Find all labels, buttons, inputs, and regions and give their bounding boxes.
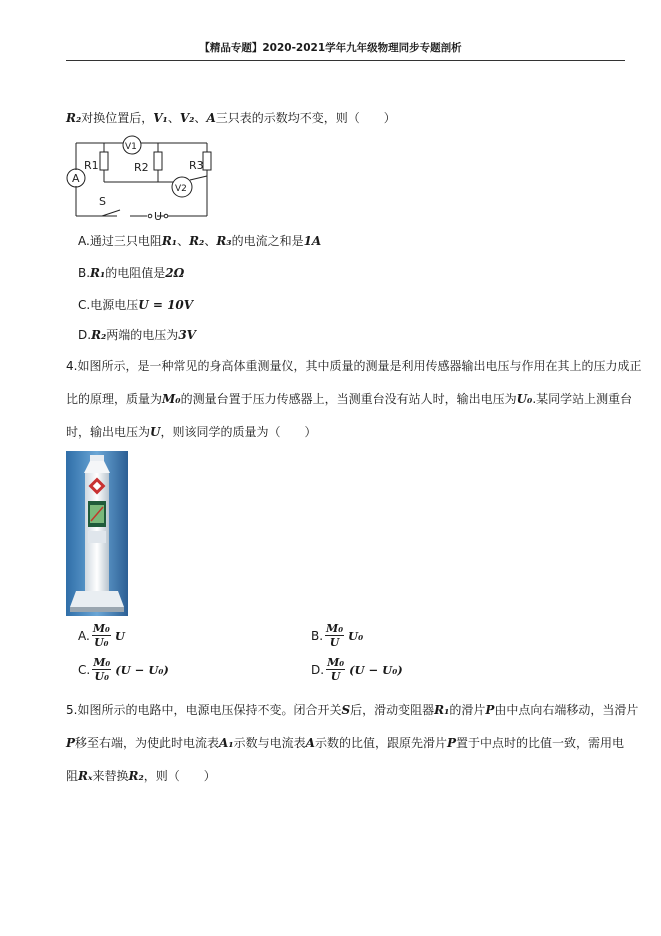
q5-line-3 [66,767,216,784]
q5-line1-r1: R₁ [434,703,450,717]
q5-line1-c: 的滑片 [449,703,486,717]
q5-line2-p2: P [446,736,456,750]
q3-stem-var: R₂ [66,111,82,125]
q4-line3-b: ，则该同学的质量为（ ） [160,425,317,439]
resistor-r2 [154,152,162,170]
label-s: S [99,195,106,208]
q4-line-2 [66,390,632,407]
q5-line-2 [66,734,624,751]
label-r2: R2 [134,161,149,174]
q5-line2-c: 示数的比值，跟原先滑片 [314,736,447,750]
q3-a-pre: A.通过三只电阻 [78,234,162,248]
q4-c-num: M₀ [93,656,111,669]
q5-line2-a: 移至右端，为使此时电流表 [75,736,220,750]
q3-sep: 、 [204,234,217,248]
q4-line2-u0: U₀ [516,392,533,406]
q3-meter-a: A [206,111,216,125]
label-v1: V1 [125,142,137,152]
q5-line1-d: 由中点向右端移动，当滑片 [494,703,639,717]
q3-sep: 、 [194,111,207,125]
q4-d-tail: (U − U₀) [349,662,403,677]
q3-option-c [78,297,193,313]
q4-c-den: U₀ [94,670,109,683]
q4-d-num: M₀ [327,656,345,669]
q4-line-1: 4.如图所示，是一种常见的身高体重测量仪，其中质量的测量是利用传感器输出电压与作用在其上的压力成正 [66,359,642,373]
q5-line-1 [66,701,638,718]
q3-stem [66,110,396,126]
q3-circuit-diagram [62,132,222,222]
q4-a-den: U₀ [94,636,109,649]
q4-b-label: B. [311,628,324,643]
q4-option-b [311,622,363,649]
q4-line3-u: U [150,425,161,439]
q4-line2-m0: M₀ [162,392,181,406]
q4-option-d [311,656,403,683]
q4-d-den: U [330,670,341,683]
q5-line3-c: ，则（ ） [143,769,216,783]
q3-d-pre: D. [78,328,92,342]
resistor-r1 [100,152,108,170]
q4-b-num: M₀ [326,622,344,635]
q5-line1-s: S [341,703,351,717]
q3-b-mid: 的电阻值是 [105,266,166,280]
q5-line3-rx: Rₓ [78,769,93,783]
q4-line2-b: 的测量台置于压力传感器上，当测重台没有站人时，输出电压为 [180,392,517,406]
q5-line1-a: 5.如图所示的电路中，电源电压保持不变。闭合开关 [66,703,342,717]
q4-d-label: D. [311,662,325,677]
q3-meter-v1: V₁ [153,111,168,125]
q4-a-label: A. [78,628,90,643]
q3-a-val: 1A [303,234,322,248]
q4-c-fraction [92,656,111,683]
q5-line3-r2: R₂ [128,769,144,783]
q5-line3-a: 阻 [66,769,79,783]
q3-a-r1: R₁ [161,234,178,248]
q3-stem-end: 三只表的示数均不变，则（ ） [215,111,396,125]
q4-line2-a: 比的原理，质量为 [66,392,163,406]
q4-b-fraction [325,622,344,649]
q3-option-a [78,233,321,249]
q4-c-label: C. [78,662,91,677]
q3-d-var: R₂ [91,328,107,342]
q5-line2-b: 示数与电流表 [233,736,306,750]
switch-s [102,210,120,216]
q3-option-d [78,327,196,343]
label-v2: V2 [175,184,187,194]
header-divider [66,60,625,61]
q3-a-r2: R₂ [189,234,205,248]
resistor-r3 [203,152,211,170]
q5-line3-b: 来替换 [92,769,129,783]
q3-d-val: 3V [178,328,196,342]
q3-meter-v2: V₂ [179,111,195,125]
q3-a-r3: R₃ [216,234,232,248]
q5-line1-p: P [485,703,495,717]
q3-a-mid: 的电流之和是 [231,234,304,248]
q4-b-tail: U₀ [348,628,364,643]
q4-line2-c: .某同学站上测重台 [532,392,633,406]
q3-sep: 、 [167,111,180,125]
q3-c-val: U = 10V [138,298,194,312]
q3-stem-text: 对换位置后， [81,111,154,125]
q4-b-den: U [329,636,340,649]
q5-line2-d: 置于中点时的比值一致，需用电 [456,736,625,750]
height-weight-scale-image [66,451,128,616]
q3-b-val: 2Ω [165,266,185,280]
q5-line2-p: P [66,736,76,750]
label-r3: R3 [189,159,204,172]
q4-line-3 [66,423,317,440]
label-a: A [72,172,80,185]
q5-line2-a2: A [305,736,315,750]
q3-b-var: R₁ [90,266,106,280]
q5-line2-a1: A₁ [219,736,234,750]
q3-d-mid: 两端的电压为 [106,328,179,342]
q4-a-num: M₀ [92,622,110,635]
q3-c-pre: C.电源电压 [78,298,139,312]
q4-a-fraction [92,622,111,649]
q4-c-tail: (U − U₀) [115,662,169,677]
page-header-title: 【精品专题】2020-2021学年九年级物理同步专题剖析 [199,42,462,54]
q4-line3-a: 时，输出电压为 [66,425,151,439]
q4-d-fraction [326,656,345,683]
label-r1: R1 [84,159,99,172]
q5-line1-b: 后，滑动变阻器 [350,703,435,717]
q3-option-b [78,265,184,281]
q3-b-pre: B. [78,266,91,280]
label-u: U [154,210,163,222]
q4-a-tail: U [114,628,125,643]
q4-option-c [78,656,169,683]
q4-option-a [78,622,125,649]
q3-sep: 、 [177,234,190,248]
